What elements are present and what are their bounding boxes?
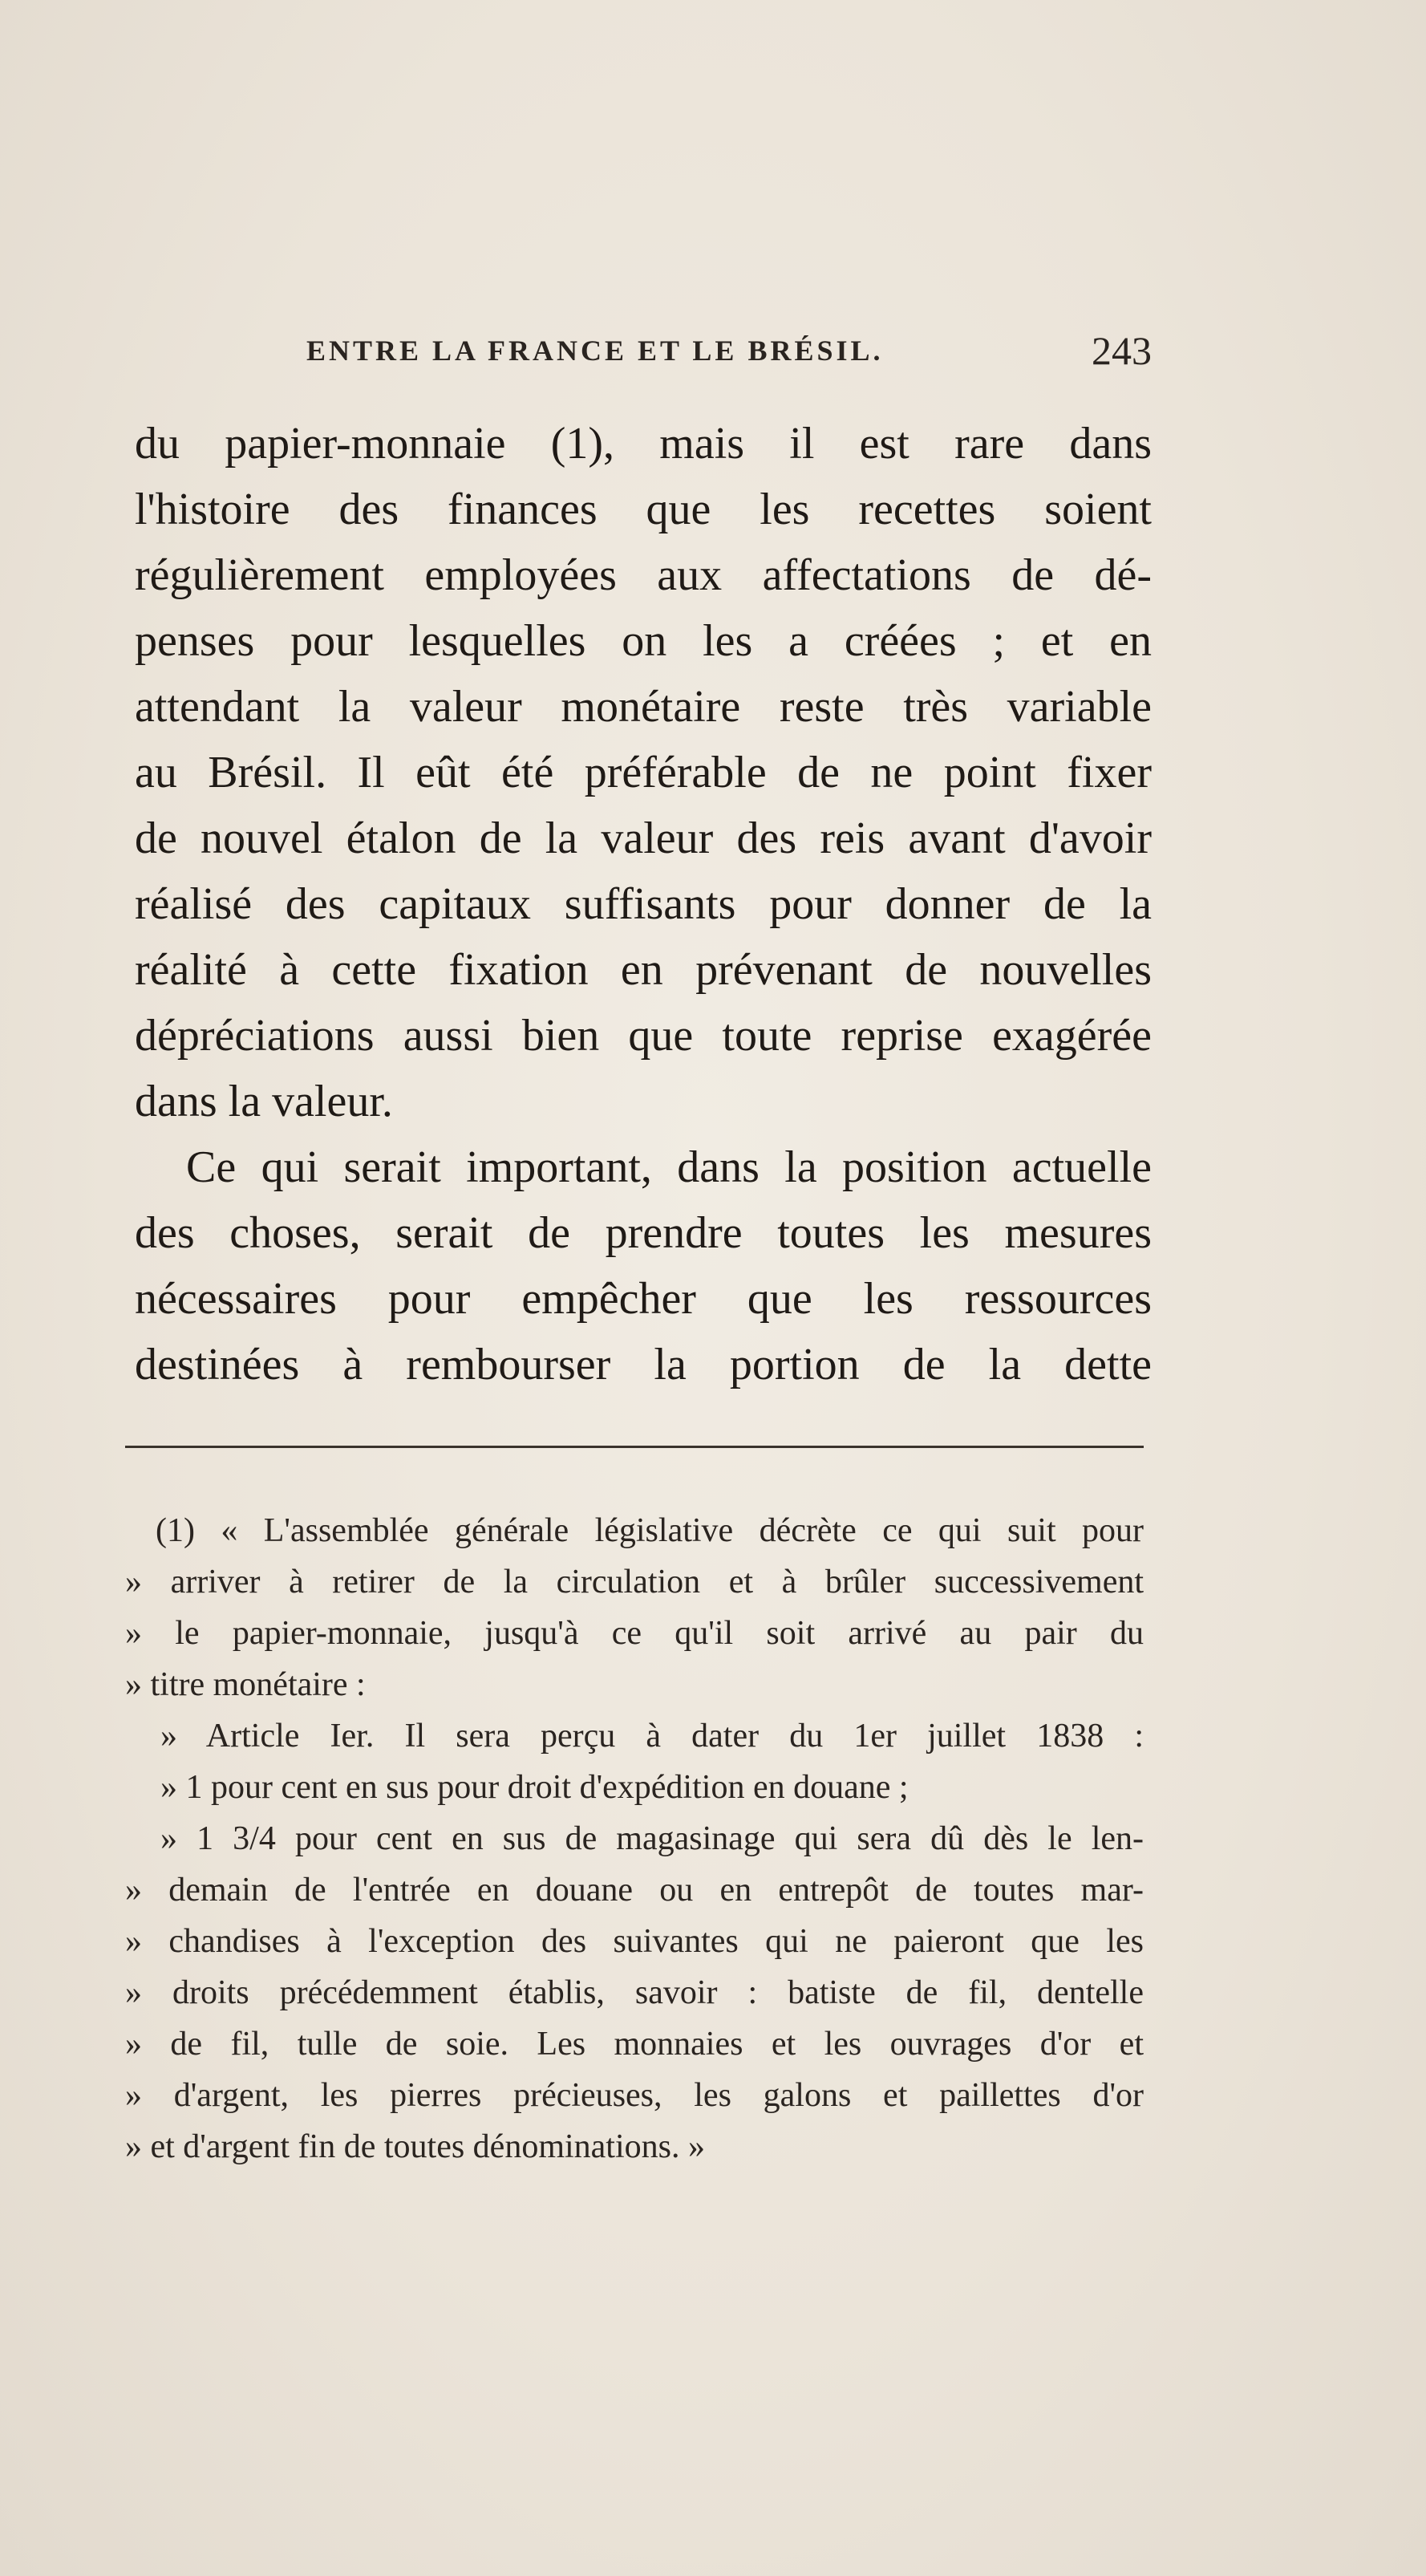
body-line: des choses, serait de prendre toutes les mesures [135, 1208, 1152, 1258]
footnote-line: » Article Ier. Il sera perçu à dater du 1er juillet 1838 : [160, 1718, 1144, 1755]
body-line: attendant la valeur monétaire reste très variable [135, 682, 1152, 732]
footnote-line: » 1 3/4 pour cent en sus de magasinage qui sera dû dès le len- [160, 1820, 1144, 1857]
body-line: réalité à cette fixation en prévenant de nouvelles [135, 945, 1152, 995]
footnote-line: (1) « L'assemblée générale législative décrète ce qui suit pour [156, 1512, 1144, 1549]
footnotes [125, 1505, 1144, 2172]
body-line: dans la valeur. [135, 1077, 393, 1126]
body-line: penses pour lesquelles on les a créées ; et en [135, 616, 1152, 666]
footnote-line: » le papier-monnaie, jusqu'à ce qu'il soit arrivé au pair du [125, 1615, 1144, 1652]
page-header [306, 327, 1152, 375]
body-line: destinées à rembourser la portion de la dette [135, 1340, 1152, 1389]
body-line: nécessaires pour empêcher que les ressources [135, 1274, 1152, 1324]
footnote-line: » de fil, tulle de soie. Les monnaies et les ouvrages d'or et [125, 2026, 1144, 2063]
page-number: 243 [1092, 328, 1152, 373]
footnote-line: » et d'argent fin de toutes dénominations. » [125, 2128, 705, 2165]
body-line: régulièrement employées aux affectations de dé- [135, 550, 1152, 600]
body-line: du papier-monnaie (1), mais il est rare dans [135, 419, 1152, 469]
footnote-line: » arriver à retirer de la circulation et à brûler successivement [125, 1564, 1144, 1600]
body-line: Ce qui serait important, dans la position actuelle [186, 1142, 1152, 1192]
footnote-line: » d'argent, les pierres précieuses, les galons et paillettes d'or [125, 2077, 1144, 2114]
body-line: réalisé des capitaux suffisants pour donner de la [135, 879, 1152, 929]
footnote-line: » demain de l'entrée en douane ou en entrepôt de toutes mar- [125, 1872, 1144, 1909]
footnote-divider [125, 1446, 1144, 1448]
body-line: l'histoire des finances que les recettes soient [135, 485, 1152, 534]
footnote-line: » droits précédemment établis, savoir : batiste de fil, dentelle [125, 1974, 1144, 2011]
running-head: ENTRE LA FRANCE ET LE BRÉSIL. [306, 335, 884, 367]
footnote-line: » titre monétaire : [125, 1666, 366, 1703]
footnote-line: » chandises à l'exception des suivantes qui ne paieront que les [125, 1923, 1144, 1960]
body-text [135, 411, 1152, 1398]
body-line: de nouvel étalon de la valeur des reis avant d'avoir [135, 813, 1152, 863]
body-line: au Brésil. Il eût été préférable de ne point fixer [135, 748, 1152, 797]
footnote-line: » 1 pour cent en sus pour droit d'expédition en douane ; [160, 1769, 909, 1806]
body-line: dépréciations aussi bien que toute reprise exagérée [135, 1011, 1152, 1061]
